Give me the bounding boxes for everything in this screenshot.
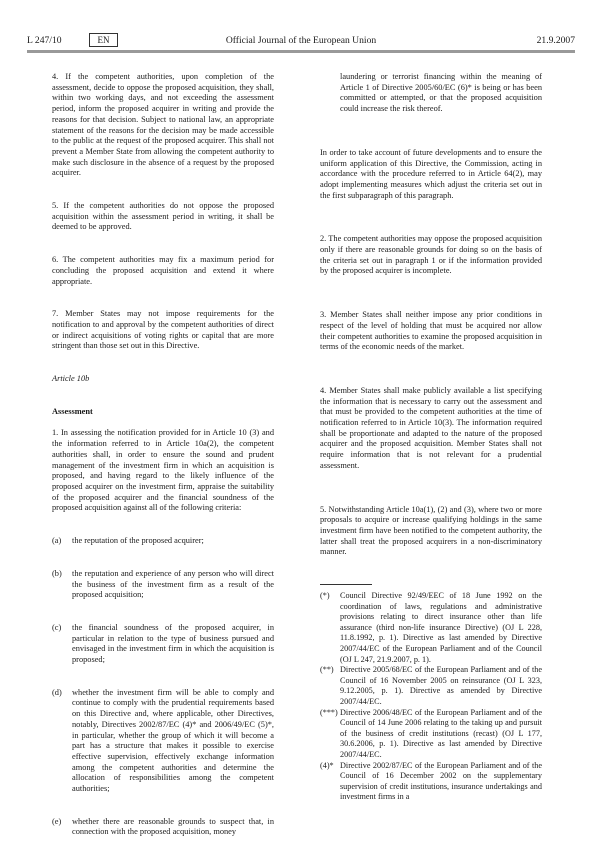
journal-title: Official Journal of the European Union [225,35,377,46]
criterion-text: the reputation and experience of any person who will direct the business of the investment firm as a result of the proposed acquisition; [72,568,274,600]
criterion-a [52,536,274,547]
paragraph-7: 7. Member States may not impose requirements for the notification to and approval by the competent authorities of direct or indirect acquisitions of voting rights or capital that are more stringent than those set out in this Directive. [52,309,274,351]
criterion-b [52,569,274,601]
right-column [320,72,542,803]
criterion-label: (b) [52,568,62,578]
article-title: Assessment [52,406,93,416]
footnote [320,665,542,707]
criterion-e-continuation: laundering or terrorist financing within the meaning of Article 1 of Directive 2005/60/EC (6)* is being or has been committed or attempted, or that the proposed acquisition could increase the risk thereof. [340,72,542,114]
implementing-measures-paragraph: In order to take account of future developments and to ensure the uniform application of this Directive, the Commission, acting in accordance with the procedure referred to in Article 64(2), may adopt implementing measures which adjust the criteria set out in the first subparagraph of this paragraph. [320,147,542,200]
footnote-text: Council Directive 92/49/EEC of 18 June 1992 on the coordination of laws, regulations and administrative provisions relating to direct insurance other than life assurance (third non-life insurance Directive) (OJ L 228, 11.8.1992, p. 1). Directive as last amended by Directive 2007/44/EC of the European Parliament and of the Council (OJ L 247, 21.9.2007, p. 1). [340,591,542,664]
paragraph-5: 5. Notwithstanding Article 10a(1), (2) and (3), where two or more proposals to acquire or increase qualifying holdings in the same investment firm have been notified to the competent authority, the latter shall treat the proposed acquirers in a non-discriminatory manner. [320,504,542,557]
paragraph-5: 5. If the competent authorities do not oppose the proposed acquisition within the assessment period in writing, it shall be deemed to be approved. [52,201,274,232]
criterion-label: (e) [52,816,62,826]
criterion-text: whether the investment firm will be able to comply and continue to comply with the prudential requirements based on this Directive and, where applicable, other Directives, notably, Directives 2002/87/EC (4)* and 2006/49/EC (5)*, in particular, whether the group of which it will become a part has a structure that makes it possible to exercise effective supervision, effectively exchange information among the competent authorities and determine the allocation of responsibilities among the competent authorities; [72,687,274,794]
language-badge: EN [89,33,118,47]
footnote-label: (4)* [320,760,334,770]
page-header [27,33,575,51]
footnote-text: Directive 2005/68/EC of the European Parliament and of the Council of 16 November 2005 on reinsurance (OJ L 323, 9.12.2005, p. 1). Directive as amended by Directive 2007/44/EC. [340,665,542,707]
publication-date: 21.9.2007 [536,35,575,46]
footnote-label: (**) [320,665,334,675]
footnote-label: (*) [320,591,330,601]
page-reference: L 247/10 [27,35,62,46]
paragraph-4: 4. If the competent authorities, upon completion of the assessment, decide to oppose the proposed acquisition, they shall, within two working days, and not exceeding the assessment period, inform the proposed acquirer in writing and provide the reasons for that decision. Subject to national law, an appropriate statement of the reasons for the decision may be made accessible to the public at the request of the proposed acquirer. This shall not prevent a Member State from allowing the competent authority to make such disclosure in the absence of a request by the proposed acquirer. [52,72,274,178]
criterion-text: whether there are reasonable grounds to suspect that, in connection with the proposed acquisition, money [72,816,274,837]
paragraph-6: 6. The competent authorities may fix a maximum period for concluding the proposed acquisition and extend it where appropriate. [52,255,274,286]
paragraph-1: 1. In assessing the notification provided for in Article 10 (3) and the information referred to in Article 10a(2), the competent authorities shall, in order to ensure the sound and prudent management of the investment firm in which an acquisition is proposed, and having regard to the likely influence of the proposed acquirer on the investment firm, appraise the suitability of the proposed acquirer and the financial soundness of the proposed acquisition against all of the following criteria: [52,428,274,513]
criterion-label: (c) [52,622,62,632]
criterion-label: (d) [52,687,62,697]
footnote-text: Directive 2002/87/EC of the European Parliament and of the Council of 16 December 2002 on the supplementary supervision of credit institutions, insurance undertakings and investment firms in a [340,760,542,802]
header-rule [27,50,575,53]
paragraph-3: 3. Member States shall neither impose any prior conditions in respect of the level of holding that must be acquired nor allow their competent authorities to examine the proposed acquisition in terms of the economic needs of the market. [320,310,542,352]
footnote-label: (***) [320,707,338,717]
paragraph-4: 4. Member States shall make publicly available a list specifying the information that is necessary to carry out the assessment and that must be provided to the competent authorities at the time of notification referred to in Article 10(3). The information required shall be proportionate and adapted to the nature of the proposed acquirer and the proposed acquisition. Member States shall not require information that is not relevant for a prudential assessment. [320,385,542,470]
article-label: Article 10b [52,374,90,384]
criterion-d [52,688,274,795]
criterion-text: the reputation of the proposed acquirer; [72,536,204,546]
footnote-separator [320,584,372,585]
criterion-label: (a) [52,536,62,546]
criterion-c [52,623,274,666]
criterion-text: the financial soundness of the proposed acquirer, in particular in relation to the type of business pursued and envisaged in the investment firm in which the acquisition is proposed; [72,622,274,665]
footnote [320,761,542,803]
footnote-text: Directive 2006/48/EC of the European Parliament and of the Council of 14 June 2006 relating to the taking up and pursuit of the business of credit institutions (recast) (OJ L 177, 30.6.2006, p. 1). Directive as last amended by Directive 2007/44/EC. [340,707,542,759]
criterion-e [52,817,274,838]
paragraph-2: 2. The competent authorities may oppose the proposed acquisition only if there are reasonable grounds for doing so on the basis of the criteria set out in paragraph 1 or if the information provided by the proposed acquirer is incomplete. [320,234,542,276]
footnote [320,708,542,761]
left-column [52,72,274,838]
footnote [320,591,542,665]
